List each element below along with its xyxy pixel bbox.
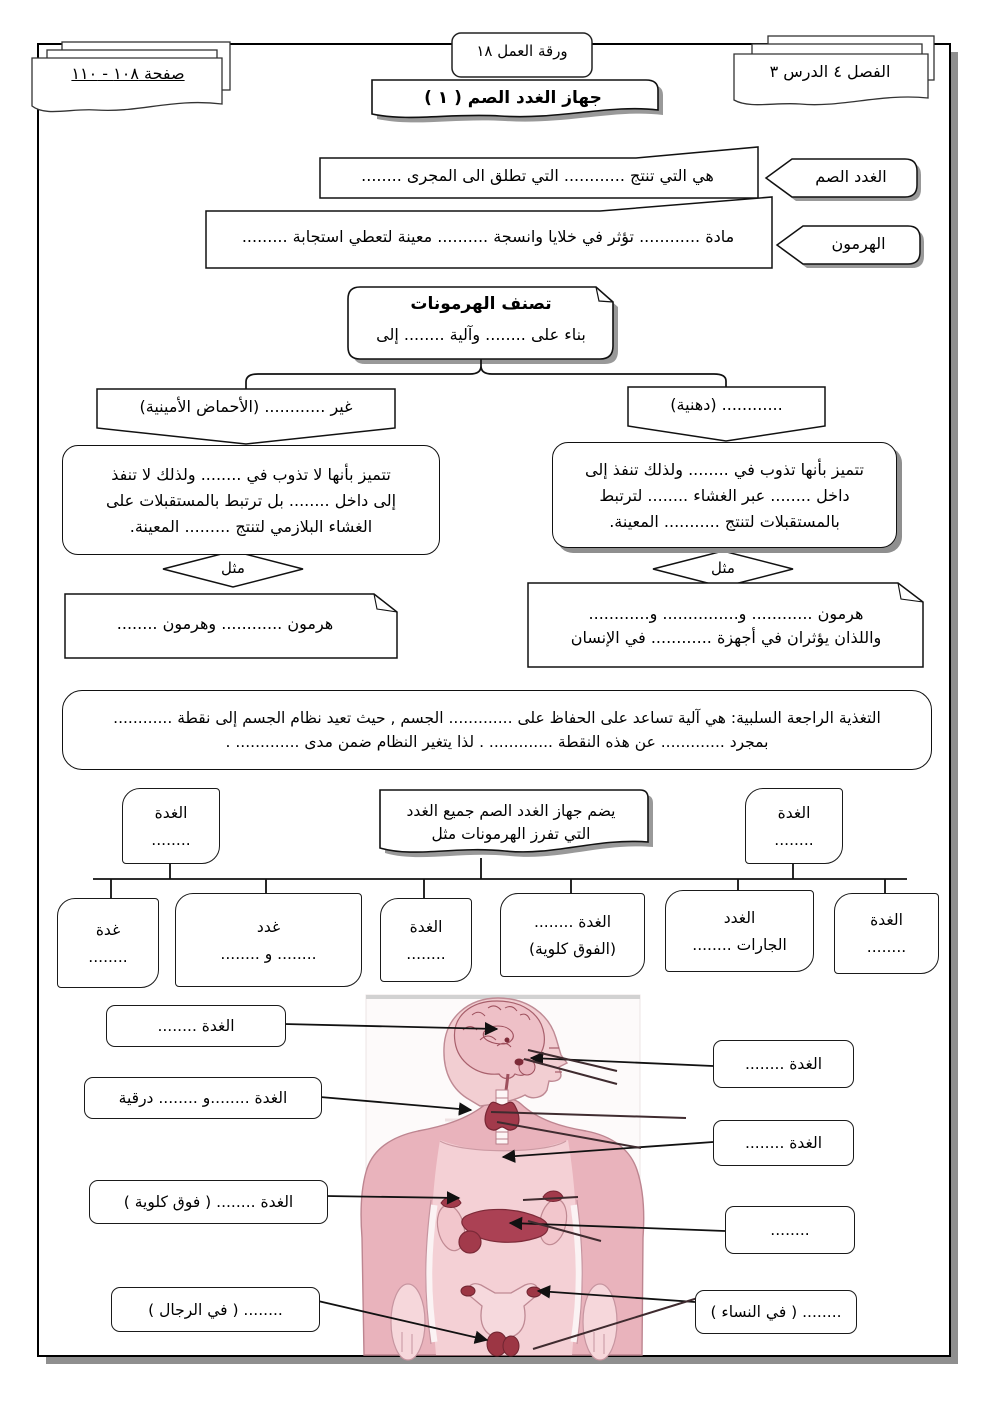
figure-label-text: الغدة ........ <box>744 1055 823 1073</box>
gland-blank: ........ و ........ <box>220 944 317 963</box>
page-title: جهاز الغدد الصم ( ١ ) <box>424 88 602 108</box>
feedback-line-2: بمجرد ............. عن هذه النقطة ............. . لذا يتغير النظام ضمن مدى ............. . <box>225 733 769 751</box>
amino-line-3: الغشاء البلازمي لتنتج ......... المعينة. <box>129 516 373 536</box>
left-ovary <box>461 1286 475 1296</box>
figure-label-testes <box>111 1287 320 1332</box>
classification-title: تصنف الهرمونات <box>410 294 552 314</box>
steroid-line-2: داخل ........ عبر الغشاء ........ لترتبط <box>599 485 850 505</box>
gland-name: غدة <box>95 920 121 939</box>
pituitary-gland <box>515 1059 524 1066</box>
figure-label-text: الغدة ........ <box>157 1017 235 1035</box>
amino-line-1: تتميز بأنها لا تذوب في ........ ولذلك لا تنفذ <box>111 464 391 484</box>
endocrine-term: الغدد الصم <box>815 167 887 186</box>
amino-line-2: إلى داخل ........ بل ترتبط بالمستقبلات على <box>105 490 397 510</box>
worksheet-label: ورقة العمل ١٨ <box>476 42 568 60</box>
steroid-example-line-2: واللذان يؤثران في أجهزة ............ في الإنسان <box>570 627 882 647</box>
gland-name: غدد <box>256 917 281 936</box>
feedback-line-1: التغذية الراجعة السلبية: هي آلية تساعد على الحفاظ على ............. الجسم , حيث تعيد نظام الجسم إلى نقطة ............ <box>113 709 881 727</box>
tree-top-right-gland <box>745 788 843 864</box>
figure-label-adrenal <box>89 1180 328 1224</box>
steroid-example-text <box>540 592 912 658</box>
gland-blank: (الفوق كلوية) <box>528 939 617 958</box>
pineal-gland <box>505 1038 510 1043</box>
gland-name: الغدة <box>409 917 443 936</box>
gland-blank: ........ <box>774 830 814 849</box>
steroid-branch-label: ............ (دهنية) <box>670 395 783 414</box>
amino-description-box <box>62 445 440 555</box>
gland-box-4 <box>500 893 645 977</box>
figure-label-text: الغدة ........ ( فوق كلوية ) <box>123 1193 294 1211</box>
figure-label-text: الغدة ........و ........ درقية <box>118 1089 288 1107</box>
right-ovary <box>527 1287 541 1297</box>
pages-label: صفحة ١٠٨ - ١١٠ <box>71 64 185 83</box>
figure-label-pituitary <box>713 1040 854 1088</box>
figure-label-pancreas <box>725 1206 855 1254</box>
chapter-label: الفصل ٤ الدرس ٣ <box>769 62 891 81</box>
gland-blank: الجارات ........ <box>692 935 787 954</box>
hormone-definition: مادة ............ تؤثر في خلايا وانسجة .......... معينة لتعطي استجابة ......... <box>241 227 735 246</box>
figure-label-text: ........ ( في الرجال ) <box>148 1300 283 1319</box>
figure-label-thyroid <box>84 1077 322 1119</box>
gland-box-2 <box>175 893 362 987</box>
figure-label-thymus <box>713 1120 854 1166</box>
gland-name: الغدة <box>777 803 811 822</box>
amino-branch-label: غير ............ (الأحماض الأمينية) <box>139 397 353 416</box>
hormone-term: الهرمون <box>831 234 886 253</box>
body-illustration <box>361 995 644 1360</box>
gland-box-5 <box>665 890 814 972</box>
gland-name: الغدة <box>154 803 188 822</box>
negative-feedback-box <box>62 690 932 770</box>
amino-example-label: مثل <box>221 559 245 577</box>
gland-blank: ........ <box>88 947 128 966</box>
figure-label-text: الغدة ........ <box>744 1134 823 1152</box>
steroid-description-box <box>552 442 897 548</box>
figure-label-text: ........ ( في النساء ) <box>710 1303 842 1321</box>
steroid-line-1: تتميز بأنها تذوب في ........ ولذلك تنفذ إلى <box>585 459 864 479</box>
gland-name: الغدد <box>723 908 756 927</box>
figure-label-text: ........ <box>770 1221 810 1239</box>
steroid-example-label: مثل <box>711 559 735 577</box>
gland-name: الغدة ........ <box>533 912 612 931</box>
gland-box-1 <box>57 898 159 988</box>
gland-box-6 <box>834 893 939 974</box>
gland-name: الغدة <box>870 911 903 929</box>
steroid-example-line-1: هرمون ............ و............... و............ <box>588 603 864 623</box>
gland-blank: ........ <box>406 944 446 963</box>
figure-label-pineal <box>106 1005 286 1047</box>
tree-top-left-gland <box>122 788 220 864</box>
gland-blank: ........ <box>866 938 907 956</box>
tree-intro-line-2: التي تفرز الهرمونات مثل <box>431 824 591 843</box>
gland-box-3 <box>380 898 472 982</box>
tree-intro-line-1: يضم جهاز الغدد الصم جميع الغدد <box>406 801 616 820</box>
figure-label-ovaries <box>695 1290 857 1334</box>
steroid-line-3: بالمستقبلات لتنتج ........... المعينة. <box>609 511 840 531</box>
tree-intro-text <box>382 794 640 850</box>
endocrine-definition: هي التي تنتج ............ التي تطلق الى المجرى ........ <box>361 166 714 185</box>
amino-example-text: هرمون ............ وهرمون ........ <box>116 614 334 633</box>
gland-blank: ........ <box>151 830 191 849</box>
classification-subtitle: بناء على ........ وآلية ........ إلى <box>376 325 586 344</box>
